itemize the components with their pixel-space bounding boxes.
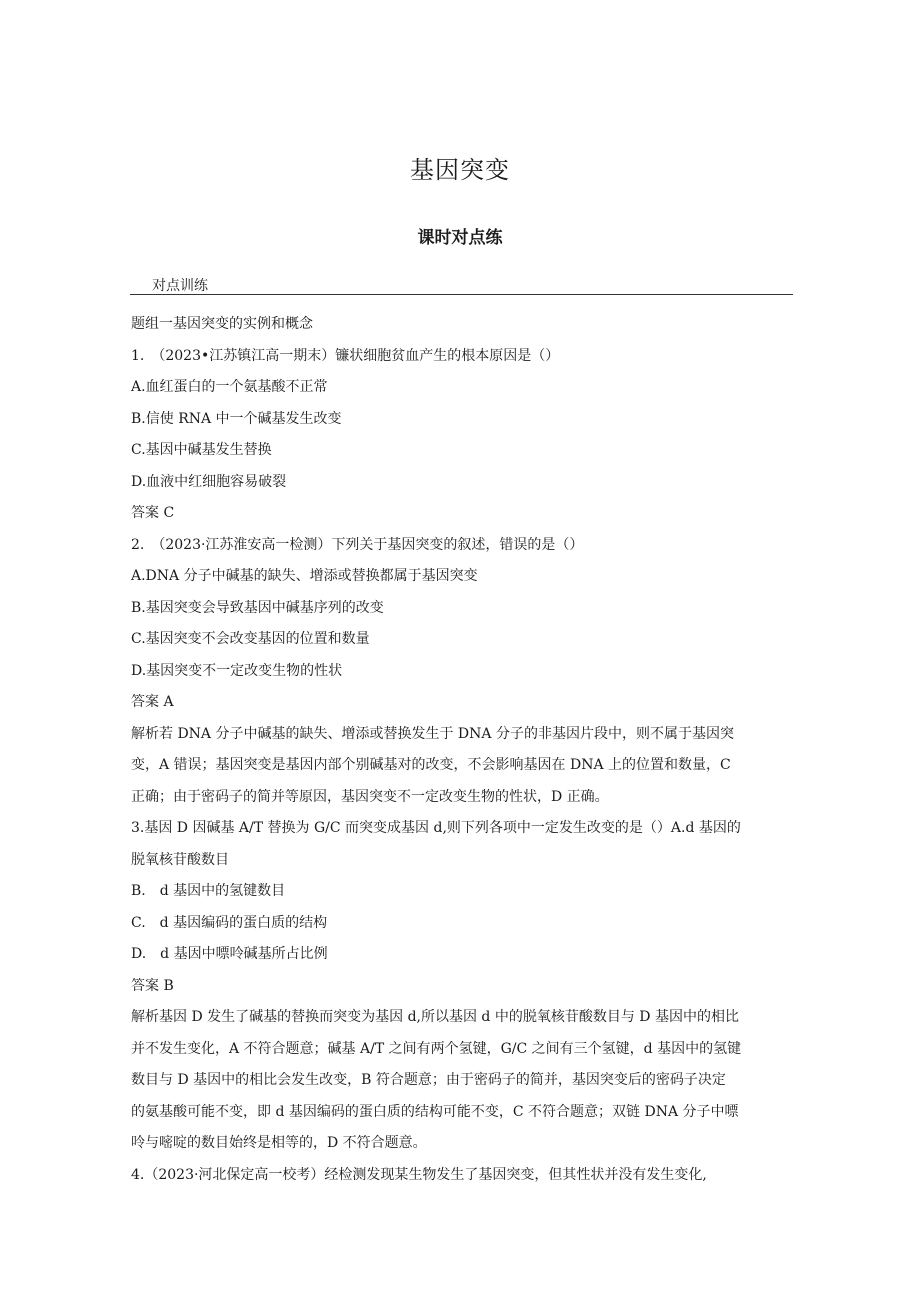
text-line: B.信使 RNA 中一个碱基发生改变: [131, 410, 342, 427]
text-line: 2. （2023·江苏淮安高一检测）下列关于基因突变的叙述，错误的是（）: [131, 536, 584, 553]
document-title: 基因突变: [410, 156, 510, 184]
text-line: 正确；由于密码子的简并等原因，基因突变不一定改变生物的性状，D 正确。: [131, 788, 609, 805]
text-line: A.血红蛋白的一个氨基酸不正常: [131, 379, 328, 395]
text-line: 4.（2023·河北保定高一校考）经检测发现某生物发生了基因突变，但其性状并没有发生变化,: [131, 1166, 707, 1183]
text-line: 解析若 DNA 分子中碱基的缺失、增添或替换发生于 DNA 分子的非基因片段中，则不属于基因突: [131, 725, 734, 742]
section-heading: 对点训练: [152, 278, 208, 294]
text-line: 答案 C: [131, 505, 175, 521]
text-line: 答案 A: [131, 694, 174, 710]
text-line: C.基因突变不会改变基因的位置和数量: [131, 631, 370, 647]
document-subtitle: 课时对点练: [417, 228, 503, 248]
text-line: B. d 基因中的氢键数目: [131, 883, 286, 899]
text-line: C.基因中碱基发生替换: [131, 442, 272, 458]
text-line: 脱氧核苷酸数目: [131, 851, 229, 868]
text-line: 并不发生变化，A 不符合题意；碱基 A/T 之间有两个氢键，G/C 之间有三个氢键，d 基因中的氢键: [131, 1040, 742, 1057]
text-line: A.DNA 分子中碱基的缺失、增添或替换都属于基因突变: [131, 568, 478, 584]
text-line: 解析基因 D 发生了碱基的替换而突变为基因 d,所以基因 d 中的脱氧核苷酸数目与 D 基因中的相比: [131, 1009, 739, 1025]
text-line: C. d 基因编码的蛋白质的结构: [131, 914, 328, 931]
document-body: [131, 309, 793, 1191]
text-line: 1. （2023•江苏镇江高一期末）镰状细胞贫血产生的根本原因是（）: [131, 347, 560, 364]
text-line: 变，A 错误；基因突变是基因内部个别碱基对的改变，不会影响基因在 DNA 上的位置和数量，C: [131, 757, 731, 773]
text-line: B.基因突变会导致基因中碱基序列的改变: [131, 599, 384, 616]
text-line: D.血液中红细胞容易破裂: [131, 473, 287, 490]
text-line: 3.基因 D 因碱基 A/T 替换为 G/C 而突变成基因 d,则下列各项中一定发生改变的是（）A.d 基因的: [131, 820, 741, 836]
text-line: 答案 B: [131, 977, 174, 994]
text-line: 题组一基因突变的实例和概念: [131, 316, 313, 332]
text-line: D.基因突变不一定改变生物的性状: [131, 662, 343, 679]
text-line: 呤与嘧啶的数目始终是相等的，D 不符合题意。: [131, 1135, 427, 1151]
section-divider: [130, 294, 793, 295]
text-line: D. d 基因中嘌呤碱基所占比例: [131, 946, 328, 962]
text-line: 数目与 D 基因中的相比会发生改变，B 符合题意；由于密码子的简并，基因突变后的密码子决定: [131, 1072, 726, 1088]
text-line: 的氨基酸可能不变，即 d 基因编码的蛋白质的结构可能不变，C 不符合题意；双链 DNA 分子中嘌: [131, 1103, 739, 1120]
